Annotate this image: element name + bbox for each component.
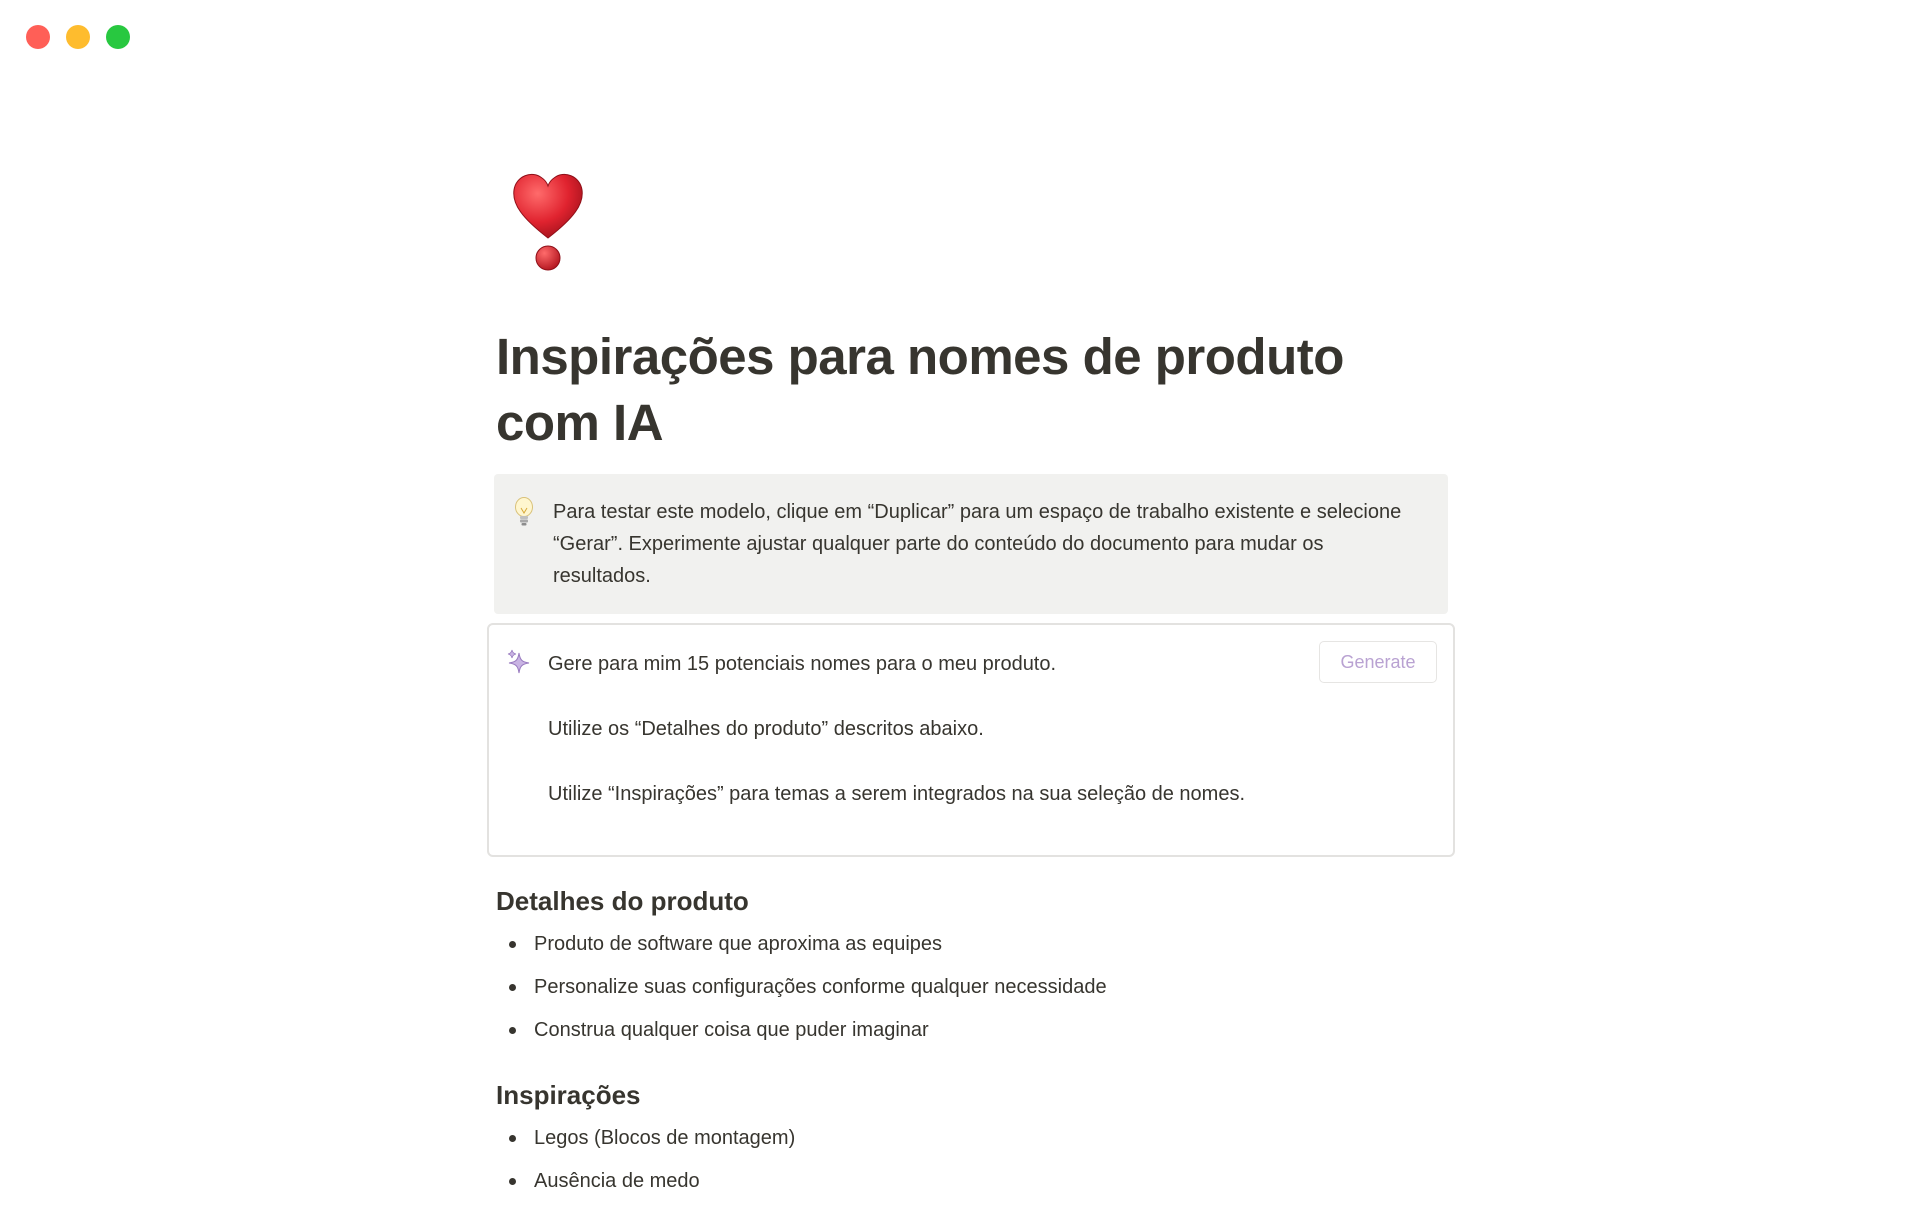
maximize-window-button[interactable] xyxy=(106,25,130,49)
lightbulb-icon xyxy=(512,496,536,528)
close-window-button[interactable] xyxy=(26,25,50,49)
prompt-line: Gere para mim 15 potenciais nomes para o meu produto. xyxy=(548,653,1057,675)
list-item[interactable]: Produto de software que aproxima as equipes xyxy=(496,928,1107,971)
minimize-window-button[interactable] xyxy=(66,25,90,49)
list-item[interactable]: Legos (Blocos de montagem) xyxy=(496,1122,795,1165)
list-item[interactable]: Personalize suas configurações conforme qualquer necessidade xyxy=(496,971,1107,1014)
list-item[interactable]: Construa qualquer coisa que puder imaginar xyxy=(496,1014,1107,1057)
window-controls xyxy=(26,25,130,49)
callout-text: Para testar este modelo, clique em “Duplicar” para um espaço de trabalho existente e selecione “Gerar”. Experimente ajustar qualquer parte do conteúdo do documento para mudar os resultados. xyxy=(553,501,1402,587)
product-details-list xyxy=(496,928,1107,1057)
page-title[interactable]: Inspirações para nomes de produto com IA xyxy=(496,328,1344,451)
ai-prompt-text[interactable] xyxy=(548,648,1288,810)
heart-exclamation-icon[interactable] xyxy=(512,170,584,274)
generate-button[interactable]: Generate xyxy=(1319,641,1437,683)
section-heading-detalhes[interactable]: Detalhes do produto xyxy=(496,886,749,916)
prompt-line: Utilize “Inspirações” para temas a serem integrados na sua seleção de nomes. xyxy=(548,783,1246,805)
section-heading-inspiracoes[interactable]: Inspirações xyxy=(496,1080,641,1110)
prompt-line: Utilize os “Detalhes do produto” descritos abaixo. xyxy=(548,718,984,740)
sparkle-icon xyxy=(507,649,533,675)
ai-prompt-block[interactable] xyxy=(487,623,1455,857)
inspirations-list xyxy=(496,1122,795,1208)
list-item[interactable]: Ausência de medo xyxy=(496,1165,795,1208)
callout-block[interactable] xyxy=(494,474,1448,614)
